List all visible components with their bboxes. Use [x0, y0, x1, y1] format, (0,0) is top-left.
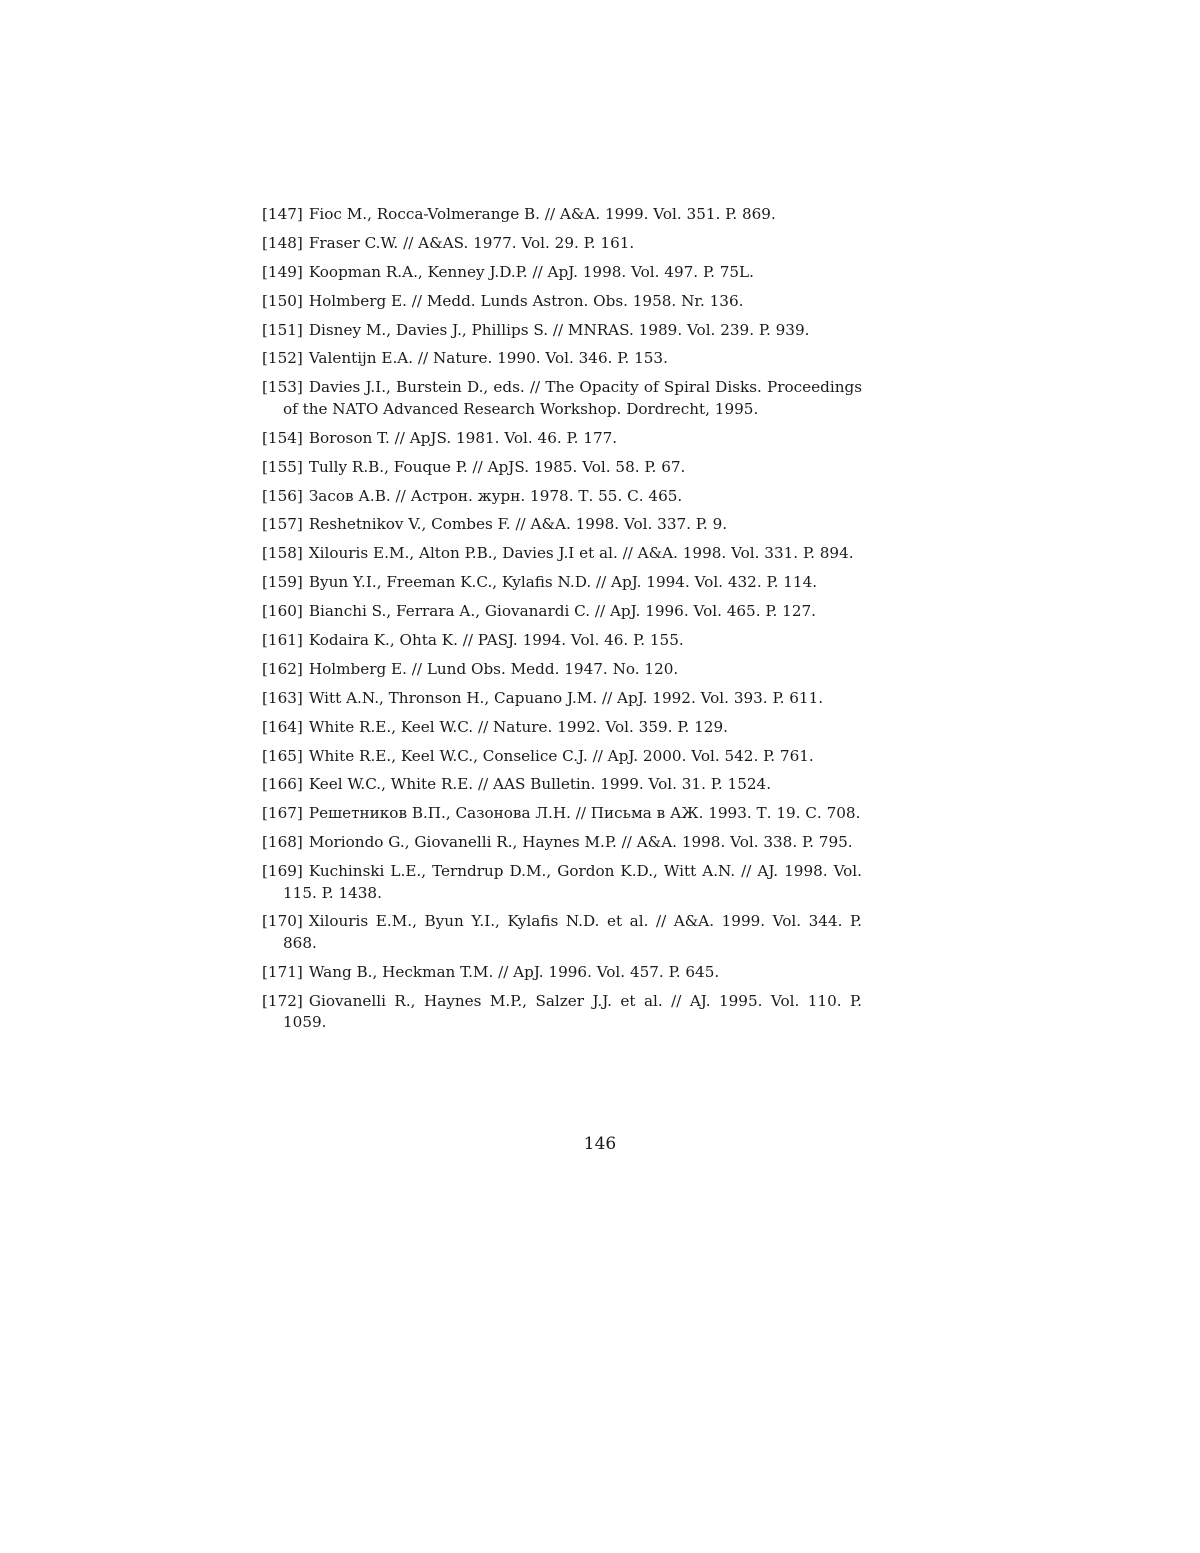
reference-item [262, 911, 862, 954]
reference-text: Решетников В.П., Сазонова Л.Н. // Письма в АЖ. 1993. Т. 19. С. 708. [308, 804, 861, 823]
reference-number: [157] [262, 515, 303, 534]
reference-number: [165] [262, 746, 303, 765]
reference-text: Byun Y.I., Freeman K.C., Kylafis N.D. // ApJ. 1994. Vol. 432. P. 114. [308, 573, 818, 592]
reference-number: [153] [262, 378, 303, 397]
reference-number: [156] [262, 486, 303, 505]
reference-item [262, 746, 862, 768]
reference-item [262, 348, 862, 370]
reference-number: [172] [262, 991, 303, 1010]
reference-text: Moriondo G., Giovanelli R., Haynes M.P. // A&A. 1998. Vol. 338. P. 795. [308, 833, 853, 852]
reference-number: [163] [262, 688, 303, 707]
reference-text: Fioc M., Rocca-Volmerange B. // A&A. 1999. Vol. 351. P. 869. [308, 205, 776, 223]
reference-text: Holmberg E. // Medd. Lunds Astron. Obs. 1958. Nr. 136. [308, 291, 744, 310]
reference-text: Valentijn E.A. // Nature. 1990. Vol. 346. P. 153. [308, 349, 668, 368]
reference-list [262, 204, 862, 1041]
reference-item [262, 262, 862, 284]
reference-number: [158] [262, 544, 303, 563]
reference-number: [150] [262, 291, 303, 310]
reference-number: [155] [262, 457, 303, 476]
reference-item [262, 832, 862, 854]
reference-item [262, 572, 862, 594]
reference-text: Holmberg E. // Lund Obs. Medd. 1947. No. 120. [308, 659, 679, 678]
reference-item [262, 377, 862, 420]
reference-text: Disney M., Davies J., Phillips S. // MNRAS. 1989. Vol. 239. P. 939. [308, 320, 810, 339]
reference-text: Boroson T. // ApJS. 1981. Vol. 46. P. 177. [308, 428, 618, 447]
reference-item [262, 688, 862, 710]
reference-text: Xilouris E.M., Alton P.B., Davies J.I et al. // A&A. 1998. Vol. 331. P. 894. [308, 544, 854, 563]
reference-number: [151] [262, 320, 303, 339]
reference-number: [170] [262, 912, 303, 931]
reference-item [262, 291, 862, 313]
reference-number: [169] [262, 862, 303, 881]
reference-text: Fraser C.W. // A&AS. 1977. Vol. 29. P. 161. [308, 233, 635, 252]
reference-number: [171] [262, 962, 303, 981]
reference-item [262, 204, 862, 226]
reference-item [262, 486, 862, 508]
reference-item [262, 457, 862, 479]
reference-item [262, 659, 862, 681]
reference-item [262, 803, 862, 825]
reference-number: [164] [262, 717, 303, 736]
reference-text: Засов А.В. // Астрон. журн. 1978. Т. 55. С. 465. [308, 486, 683, 505]
reference-number: [162] [262, 659, 303, 678]
reference-number: [168] [262, 833, 303, 852]
reference-text: Koopman R.A., Kenney J.D.P. // ApJ. 1998. Vol. 497. P. 75L. [308, 262, 754, 281]
reference-text: Kuchinski L.E., Terndrup D.M., Gordon K.D., Witt A.N. // AJ. 1998. Vol. 115. P. 1438. [283, 862, 862, 902]
reference-text: Giovanelli R., Haynes M.P., Salzer J.J. et al. // AJ. 1995. Vol. 110. P. 1059. [283, 991, 862, 1032]
reference-item [262, 774, 862, 796]
reference-item [262, 861, 862, 904]
reference-item [262, 428, 862, 450]
reference-item [262, 543, 862, 565]
reference-text: Keel W.C., White R.E. // AAS Bulletin. 1999. Vol. 31. P. 1524. [308, 775, 772, 794]
reference-number: [149] [262, 262, 303, 281]
reference-item [262, 962, 862, 984]
reference-text: Kodaira K., Ohta K. // PASJ. 1994. Vol. 46. P. 155. [308, 630, 684, 649]
reference-text: Davies J.I., Burstein D., eds. // The Opacity of Spiral Disks. Proceedings of the NATO Advanced Research Workshop. Dordrecht, 1995. [283, 378, 862, 418]
page-number: 146 [583, 1134, 617, 1154]
reference-text: Witt A.N., Thronson H., Capuano J.M. // ApJ. 1992. Vol. 393. P. 611. [308, 688, 824, 707]
reference-text: Xilouris E.M., Byun Y.I., Kylafis N.D. et al. // A&A. 1999. Vol. 344. P. 868. [283, 912, 862, 952]
reference-number: [159] [262, 573, 303, 592]
reference-item [262, 630, 862, 652]
reference-item [262, 991, 862, 1034]
reference-number: [160] [262, 602, 303, 621]
reference-item [262, 514, 862, 536]
reference-number: [152] [262, 349, 303, 368]
reference-text: Wang B., Heckman T.M. // ApJ. 1996. Vol. 457. P. 645. [308, 962, 720, 981]
reference-text: Tully R.B., Fouque P. // ApJS. 1985. Vol. 58. P. 67. [308, 457, 686, 476]
reference-text: Reshetnikov V., Combes F. // A&A. 1998. Vol. 337. P. 9. [308, 515, 728, 534]
reference-number: [148] [262, 233, 303, 252]
reference-item [262, 233, 862, 255]
reference-number: [167] [262, 804, 303, 823]
reference-item [262, 601, 862, 623]
reference-text: Bianchi S., Ferrara A., Giovanardi C. // ApJ. 1996. Vol. 465. P. 127. [308, 602, 816, 621]
reference-number: [161] [262, 630, 303, 649]
reference-item [262, 320, 862, 342]
reference-text: White R.E., Keel W.C. // Nature. 1992. Vol. 359. P. 129. [308, 717, 728, 736]
reference-item [262, 717, 862, 739]
reference-number: [166] [262, 775, 303, 794]
reference-number: [154] [262, 428, 303, 447]
reference-number: [147] [262, 205, 303, 223]
reference-text: White R.E., Keel W.C., Conselice C.J. // ApJ. 2000. Vol. 542. P. 761. [308, 746, 814, 765]
